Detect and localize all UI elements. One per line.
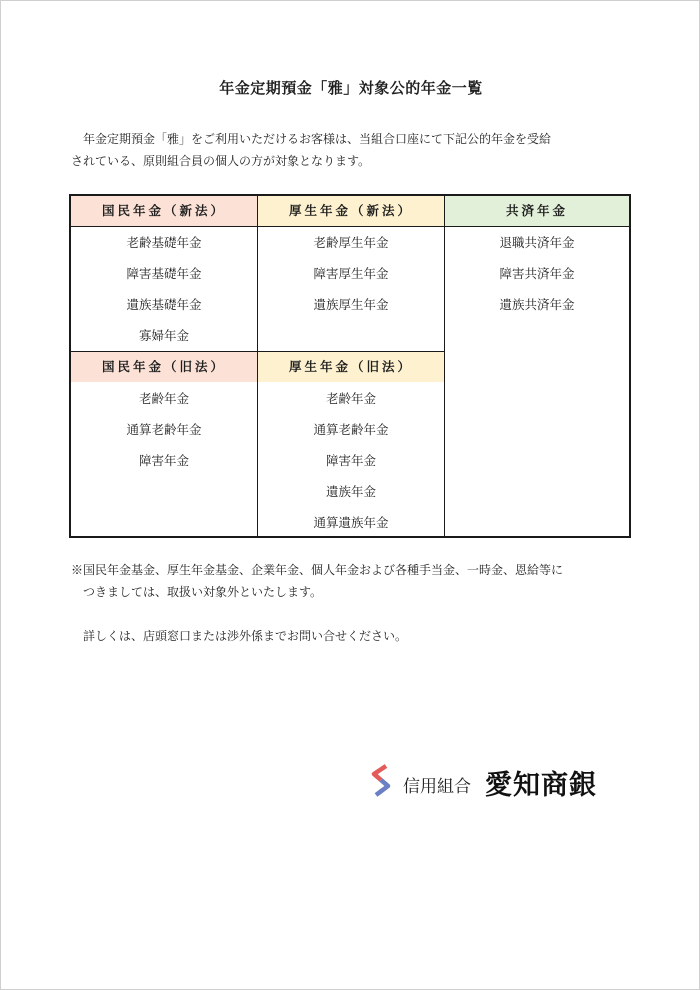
intro-paragraph: [71, 128, 631, 172]
note-line-1: ※国民年金基金、厚生年金基金、企業年金、個人年金および各種手当金、一時金、恩給等に: [71, 563, 564, 577]
list-item: 通算老齢年金: [313, 422, 389, 437]
list-item: 障害基礎年金: [126, 266, 202, 281]
header-kyosai: 共済年金: [445, 196, 629, 226]
intro-line-2: されている、原則組合員の個人の方が対象となります。: [71, 154, 371, 168]
list-item: 遺族年金: [325, 484, 376, 499]
page-title: 年金定期預金「雅」対象公的年金一覧: [219, 79, 483, 97]
logo-mark-icon: [369, 763, 391, 799]
list-item: 老齢厚生年金: [313, 235, 389, 250]
list-item: 遺族共済年金: [499, 297, 575, 312]
list-kokumin-new: [71, 227, 257, 351]
list-kosei-old: [258, 383, 444, 538]
list-item: 老齢年金: [138, 391, 189, 406]
list-kyosai: [445, 227, 629, 320]
header-kosei-new: 厚生年金（新法）: [258, 196, 444, 226]
list-item: 遺族基礎年金: [126, 297, 202, 312]
list-item: 老齢基礎年金: [126, 235, 202, 250]
list-item: 障害厚生年金: [313, 266, 389, 281]
pension-table: [69, 194, 631, 538]
intro-line-1: 年金定期預金「雅」をご利用いただけるお客様は、当組合口座にて下記公的年金を受給: [83, 132, 552, 146]
list-item: 退職共済年金: [499, 235, 575, 250]
logo-small-text: 信用組合: [403, 777, 471, 797]
note-line-2: つきましては、取扱い対象外といたします。: [83, 585, 323, 599]
list-item: 障害年金: [138, 453, 189, 468]
list-item: 障害年金: [325, 453, 376, 468]
list-item: 通算遺族年金: [313, 515, 389, 530]
list-kosei-new: [258, 227, 444, 320]
header-kosei-old: 厚生年金（旧法）: [258, 352, 444, 382]
logo-mark-bottom: [376, 780, 388, 795]
logo-mark-top: [374, 766, 386, 780]
list-item: 障害共済年金: [499, 266, 575, 281]
list-item: 遺族厚生年金: [313, 297, 389, 312]
notes-section: [71, 559, 631, 647]
header-kokumin-old: 国民年金（旧法）: [71, 352, 257, 382]
contact-note: 詳しくは、店頭窓口または渉外係までお問い合せください。: [83, 629, 408, 643]
bank-logo: [369, 763, 629, 803]
header-kokumin-new: 国民年金（新法）: [71, 196, 257, 226]
list-item: 寡婦年金: [138, 328, 189, 343]
list-item: 老齢年金: [325, 391, 376, 406]
list-item: 通算老齢年金: [126, 422, 202, 437]
list-kokumin-old: [71, 383, 257, 476]
logo-big-text: 愛知商銀: [485, 770, 597, 801]
